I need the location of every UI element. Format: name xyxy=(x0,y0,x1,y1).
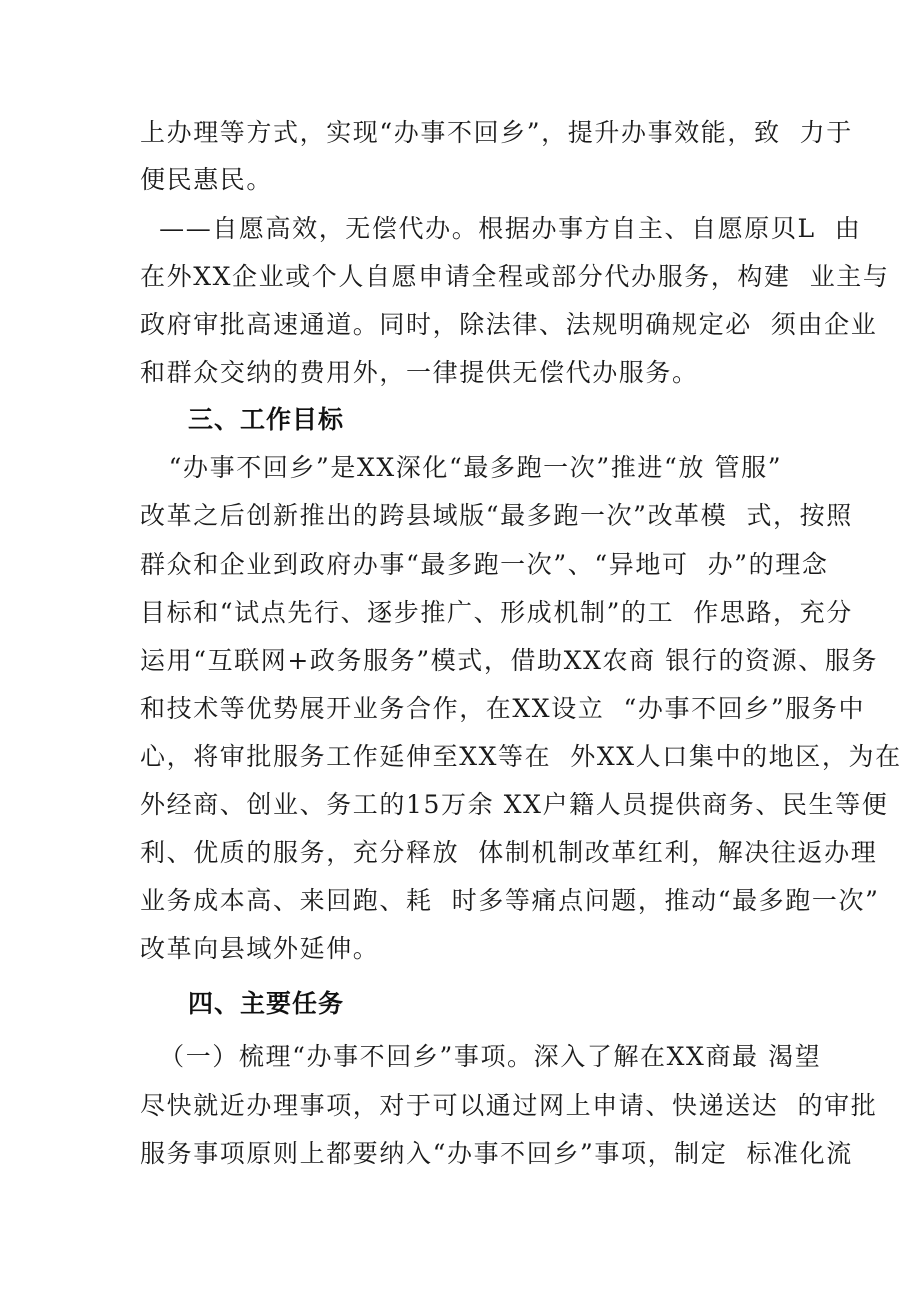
section-heading-4: 四、主要任务 xyxy=(188,989,345,1018)
paragraph-line: “办事不回乡”是XX深化“最多跑一次”推进“放 管服” xyxy=(140,453,783,482)
paragraph-line: 在外XX企业或个人自愿申请全程或部分代办服务，构建 业主与 xyxy=(140,262,890,291)
paragraph-line: 群众和企业到政府办事“最多跑一次”、“异地可 办”的理念 xyxy=(140,550,829,579)
paragraph-line: 运用“互联网+政务服务”模式，借助XX农商 银行的资源、服务 xyxy=(140,646,879,675)
paragraph-line: 和技术等优势展开业务合作，在XX设立 “办事不回乡”服务中 xyxy=(140,694,866,723)
paragraph-line: 便民惠民。 xyxy=(140,165,274,194)
paragraph-line: ——自愿高效，无偿代办。根据办事方自主、自愿原贝L 由 xyxy=(140,214,862,243)
paragraph-line: 服务事项原则上都要纳入“办事不回乡”事项，制定 标准化流 xyxy=(140,1139,853,1168)
paragraph-line: 上办理等方式，实现“办事不回乡”，提升办事效能，致 力于 xyxy=(140,118,853,147)
paragraph-line: 和群众交纳的费用外，一律提供无偿代办服务。 xyxy=(140,358,699,387)
paragraph-line: 业务成本高、来回跑、耗 时多等痛点问题，推动“最多跑一次” xyxy=(140,886,880,915)
paragraph-line: 改革之后创新推出的跨县域版“最多跑一次”改革模 式，按照 xyxy=(140,501,853,530)
paragraph-line: 改革向县域外延伸。 xyxy=(140,934,380,963)
paragraph-line: （一）梳理“办事不回乡”事项。深入了解在XX商最 渴望 xyxy=(140,1042,822,1071)
paragraph-line: 心，将审批服务工作延伸至XX等在 外XX人口集中的地区，为在 xyxy=(140,742,902,771)
paragraph-line: 尽快就近办理事项，对于可以通过网上申请、快递送达 的审批 xyxy=(140,1091,878,1120)
section-heading-3: 三、工作目标 xyxy=(188,405,345,434)
paragraph-line: 目标和“试点先行、逐步推广、形成机制”的工 作思路，充分 xyxy=(140,598,853,627)
paragraph-line: 利、优质的服务，充分释放 体制机制改革红利，解决往返办理 xyxy=(140,838,878,867)
paragraph-line: 外经商、创业、务工的15万余 XX户籍人员提供商务、民生等便 xyxy=(140,790,889,819)
paragraph-line: 政府审批高速通道。同时，除法律、法规明确规定必 须由企业 xyxy=(140,310,878,339)
